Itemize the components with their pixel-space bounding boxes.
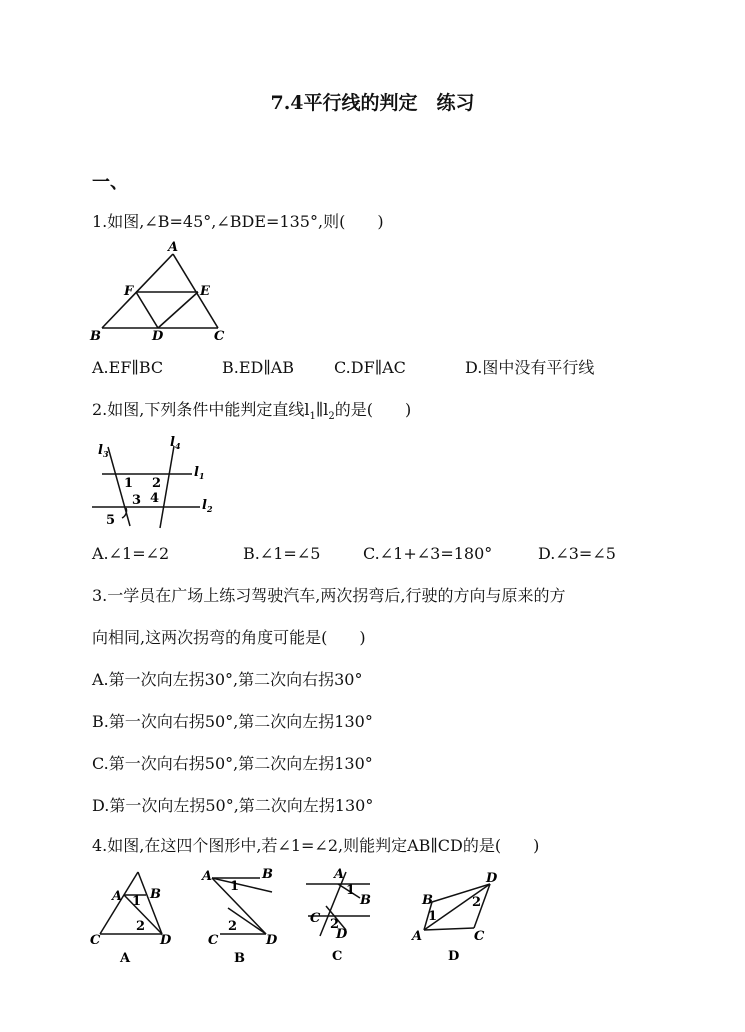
q1-label-e: E bbox=[200, 284, 210, 299]
q4-figure-a bbox=[88, 868, 178, 968]
figure-label: 1 bbox=[428, 909, 438, 924]
q2-label-l2: $l_2$ bbox=[202, 498, 213, 514]
figure-label: D bbox=[486, 871, 498, 886]
q2-angle-1: 1 bbox=[124, 476, 134, 491]
q4-figure-b bbox=[198, 868, 288, 968]
q2-label-l4: $l_4$ bbox=[170, 435, 181, 451]
q2-stem-sub2: 2 bbox=[328, 411, 335, 423]
figure-label: A bbox=[112, 889, 123, 904]
figure-label: 2 bbox=[472, 895, 482, 910]
q3-option-b: B.第一次向右拐50°,第二次向左拐130° bbox=[92, 712, 373, 731]
q1-label-b: B bbox=[90, 329, 101, 344]
q2-angle-4: 4 bbox=[150, 491, 160, 506]
figure-label: B bbox=[150, 887, 161, 902]
q1-stem: 1.如图,∠B=45°,∠BDE=135°,则( ) bbox=[92, 212, 384, 231]
figure-label: 1 bbox=[346, 883, 356, 898]
q2-angle-5: 5 bbox=[106, 513, 116, 528]
figure-label: C bbox=[208, 933, 219, 948]
q3-option-d: D.第一次向左拐50°,第二次向左拐130° bbox=[92, 796, 374, 815]
figure-label: C bbox=[90, 933, 101, 948]
q1-option-b: B.ED∥AB bbox=[222, 358, 295, 377]
figure-label: A bbox=[412, 929, 423, 944]
q1-label-d: D bbox=[152, 329, 164, 344]
q2-label-l3: $l_3$ bbox=[98, 443, 109, 459]
q2-option-c: C.∠1+∠3=180° bbox=[363, 544, 493, 563]
figure-label: A bbox=[202, 869, 213, 884]
q2-label-l1: $l_1$ bbox=[194, 465, 205, 481]
q3-option-a: A.第一次向左拐30°,第二次向右拐30° bbox=[92, 670, 363, 689]
q4-caption-c: C bbox=[332, 949, 343, 964]
q2-angle-2: 2 bbox=[152, 476, 162, 491]
q4-figure-d bbox=[410, 868, 510, 968]
q2-angle-3: 3 bbox=[132, 493, 142, 508]
q1-option-a: A.EF∥BC bbox=[92, 358, 164, 377]
figure-label: C bbox=[310, 911, 321, 926]
q2-stem-sub1: 1 bbox=[309, 411, 316, 423]
figure-label: C bbox=[474, 929, 485, 944]
q2-option-b: B.∠1=∠5 bbox=[243, 544, 321, 563]
q3-option-c: C.第一次向右拐50°,第二次向左拐130° bbox=[92, 754, 373, 773]
figure-label: D bbox=[160, 933, 172, 948]
figure-label: B bbox=[360, 893, 371, 908]
q2-stem-after: 的是( ) bbox=[334, 400, 412, 419]
q3-stem-line2: 向相同,这两次拐弯的角度可能是( ) bbox=[92, 628, 366, 647]
q4-caption-d: D bbox=[448, 949, 460, 964]
figure-label: 2 bbox=[330, 917, 340, 932]
q1-option-d: D.图中没有平行线 bbox=[465, 358, 595, 377]
figure-label: B bbox=[262, 867, 273, 882]
q1-label-c: C bbox=[214, 329, 225, 344]
q2-parallel-lines-figure bbox=[88, 432, 228, 532]
q4-caption-a: A bbox=[120, 951, 131, 966]
section-heading: 一、 bbox=[92, 172, 128, 193]
figure-label: 1 bbox=[230, 879, 240, 894]
q1-label-f: F bbox=[124, 284, 134, 299]
q1-option-c: C.DF∥AC bbox=[334, 358, 406, 377]
q2-stem-before: 2.如图,下列条件中能判定直线l bbox=[92, 400, 310, 419]
figure-label: 2 bbox=[136, 919, 146, 934]
q4-caption-b: B bbox=[234, 951, 245, 966]
page-title: 7.4平行线的判定 练习 bbox=[270, 92, 475, 114]
figure-label: D bbox=[336, 927, 348, 942]
q2-stem bbox=[92, 400, 411, 427]
q2-option-d: D.∠3=∠5 bbox=[538, 544, 616, 563]
q2-stem-mid: ∥l bbox=[315, 400, 329, 419]
q2-option-a: A.∠1=∠2 bbox=[92, 544, 170, 563]
figure-label: D bbox=[266, 933, 278, 948]
figure-label: B bbox=[422, 893, 433, 908]
figure-label: A bbox=[334, 867, 345, 882]
figure-label: 1 bbox=[132, 894, 142, 909]
figure-label: 2 bbox=[228, 919, 238, 934]
q3-stem-line1: 3.一学员在广场上练习驾驶汽车,两次拐弯后,行驶的方向与原来的方 bbox=[92, 586, 566, 605]
q4-stem: 4.如图,在这四个图形中,若∠1=∠2,则能判定AB∥CD的是( ) bbox=[92, 836, 540, 855]
q4-figure-c bbox=[298, 866, 388, 966]
q1-triangle-figure bbox=[88, 240, 238, 346]
q1-label-a: A bbox=[168, 240, 179, 255]
